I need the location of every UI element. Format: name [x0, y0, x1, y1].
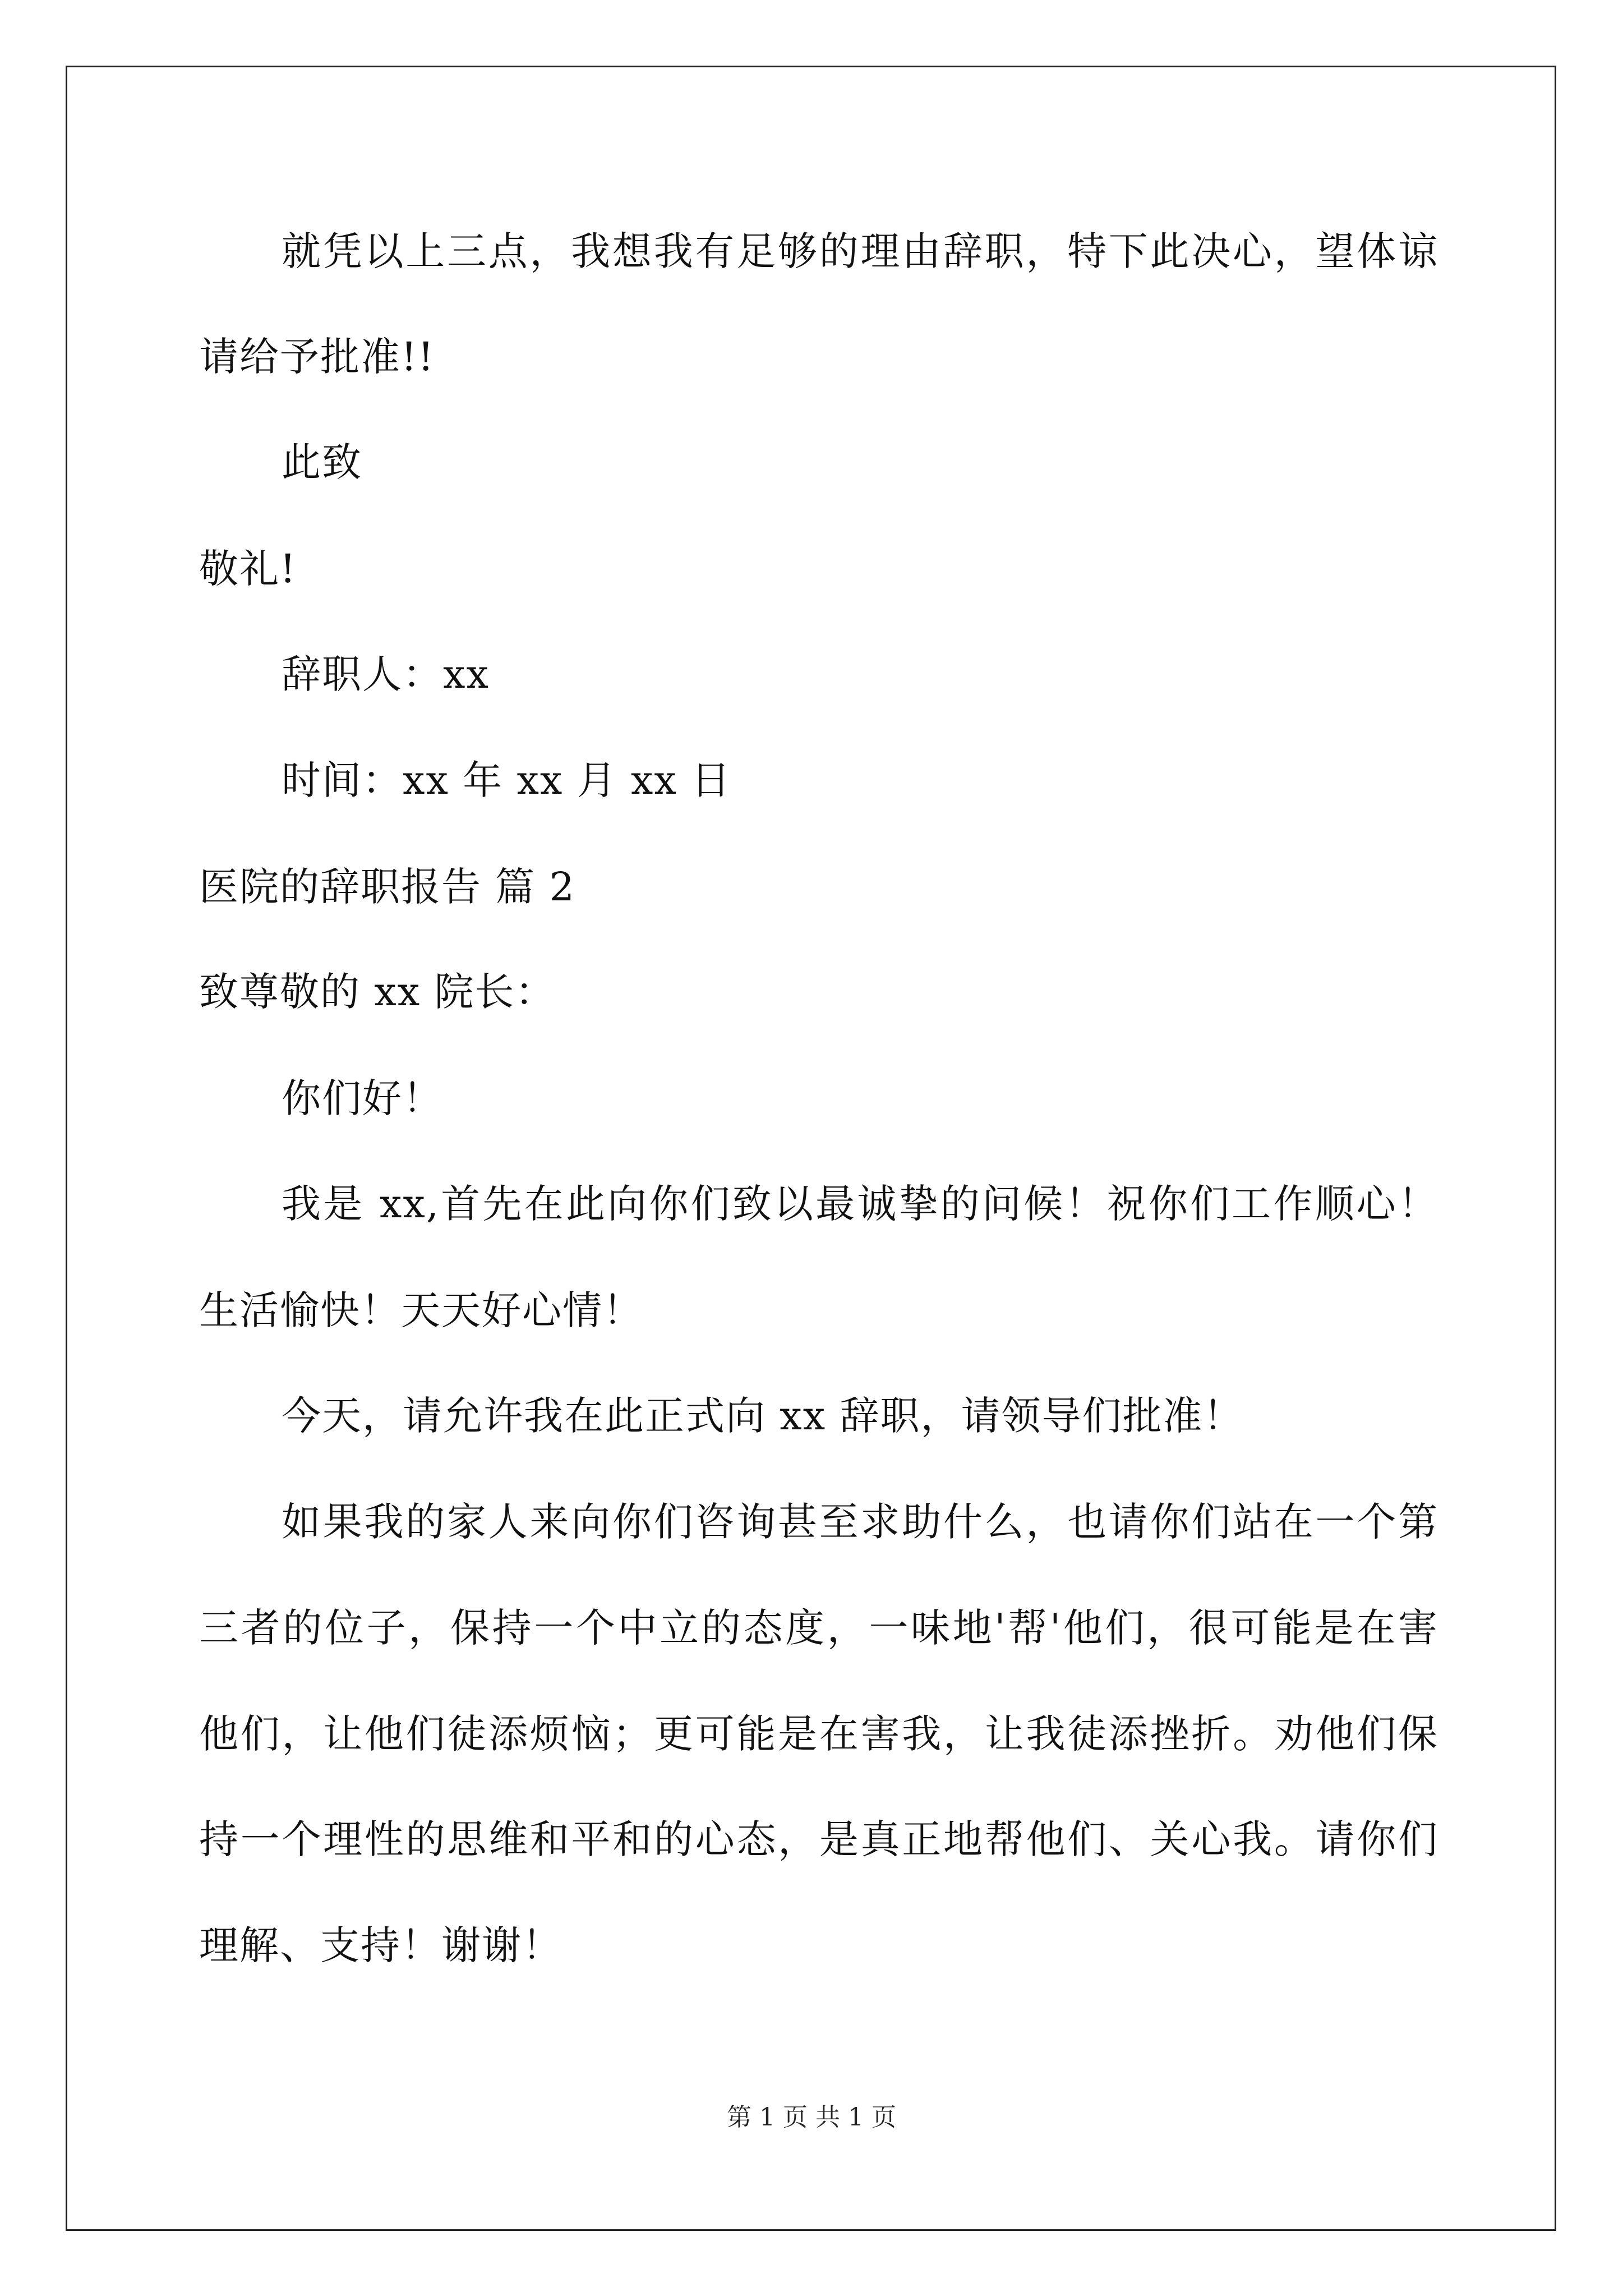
paragraph-line: 我是 xx,首先在此向你们致以最诚挚的问候！祝你们工作顺心！ [282, 1181, 1438, 1227]
page-footer: 第 1 页 共 1 页 [727, 2103, 896, 2132]
closing-regards: 敬礼! [199, 546, 297, 592]
paragraph-line: 请给予批准!! [199, 334, 435, 380]
paragraph-line: 持一个理性的思维和平和的心态，是真正地帮他们、关心我。请你们 [199, 1816, 1438, 1862]
paragraph-line: 今天，请允许我在此正式向 xx 辞职，请领导们批准！ [282, 1393, 1244, 1439]
paragraph-line: 生活愉快！天天好心情！ [199, 1287, 643, 1333]
signature-name: 辞职人：xx [282, 651, 490, 697]
paragraph-line: 他们，让他们徒添烦恼；更可能是在害我，让我徒添挫折。劝他们保 [199, 1711, 1438, 1757]
paragraph-line: 就凭以上三点，我想我有足够的理由辞职，特下此决心，望体谅 [282, 228, 1438, 274]
closing-salutation: 此致 [282, 439, 362, 485]
letter-addressee: 致尊敬的 xx 院长： [199, 969, 556, 1015]
paragraph-line: 理解、支持！谢谢！ [199, 1922, 562, 1968]
paragraph-line: 如果我的家人来向你们咨询甚至求助什么，也请你们站在一个第 [282, 1499, 1438, 1545]
paragraph-line: 三者的位子，保持一个中立的态度，一味地'帮'他们，很可能是在害 [199, 1605, 1438, 1651]
page-border [66, 66, 1556, 2231]
greeting: 你们好！ [282, 1075, 443, 1121]
section-heading: 医院的辞职报告 篇 2 [199, 864, 576, 910]
signature-date: 时间：xx 年 xx 月 xx 日 [282, 757, 732, 803]
